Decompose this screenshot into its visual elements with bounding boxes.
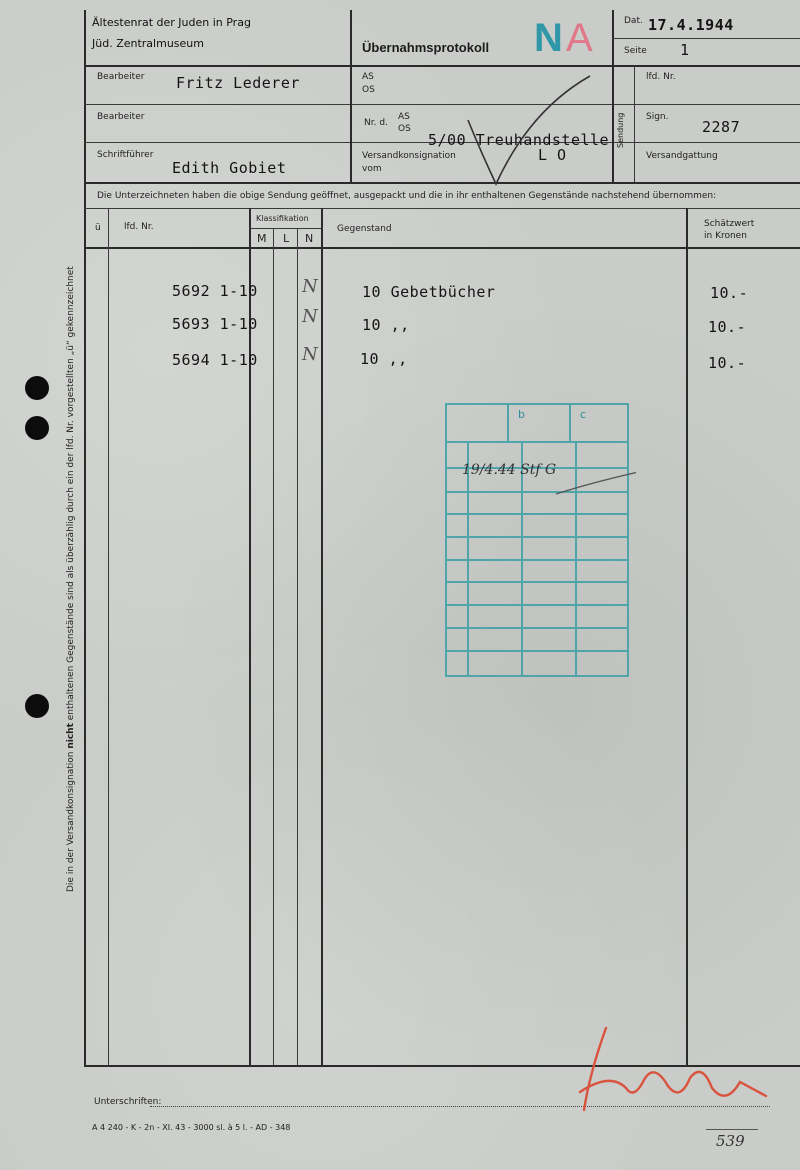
statement-bottom-line bbox=[84, 208, 800, 209]
row-gegenstand: 10 Gebetbücher bbox=[362, 283, 496, 301]
seite-value: 1 bbox=[680, 41, 690, 59]
as-label: AS bbox=[362, 72, 374, 82]
col-klassifikation-header: Klassifikation bbox=[256, 214, 309, 223]
row-wert: 10.- bbox=[710, 284, 749, 302]
side-note: Die in der Versandkonsignation nicht enthaltenen Gegenstände sind als überzählig durch ein der lfd. Nr. vorgestellten „ü“ gekennzeichnet bbox=[66, 266, 76, 892]
row-gegenstand: 10 ,, bbox=[362, 316, 410, 334]
sign-label: Sign. bbox=[646, 112, 669, 122]
col-wert-header-2: in Kronen bbox=[704, 231, 747, 241]
klass-sub-line bbox=[249, 228, 321, 229]
schriftfuehrer-label: Schriftführer bbox=[97, 150, 154, 160]
col-l-divider bbox=[297, 228, 298, 1065]
os-label: OS bbox=[362, 85, 375, 95]
header-divider-2 bbox=[612, 10, 614, 182]
org-line-1: Ältestenrat der Juden in Prag bbox=[92, 16, 251, 29]
stamp-letter-a: A bbox=[566, 16, 593, 60]
col-lfd-header: lfd. Nr. bbox=[124, 222, 154, 232]
col-m-divider bbox=[273, 228, 274, 1065]
col-l-header: L bbox=[283, 232, 290, 245]
row-lfd-nr: 5692 1-10 bbox=[172, 282, 258, 300]
sign-value: 2287 bbox=[702, 118, 741, 136]
bearbeiter-1-value: Fritz Lederer bbox=[176, 74, 300, 92]
punch-hole-3 bbox=[25, 694, 49, 718]
col-wert-header-1: Schätzwert bbox=[704, 219, 755, 229]
row-wert: 10.- bbox=[708, 318, 747, 336]
row-classification-mark: N bbox=[302, 344, 318, 365]
seite-label: Seite bbox=[624, 46, 647, 56]
col-lfd-divider bbox=[249, 208, 251, 1065]
versandgattung-label: Versandgattung bbox=[646, 151, 718, 161]
table-header-bottom-line bbox=[84, 247, 800, 249]
stamp-col-c: c bbox=[580, 408, 587, 421]
stamp-letter-n: N bbox=[534, 16, 563, 60]
unterschriften-label: Unterschriften: bbox=[94, 1097, 162, 1107]
dat-value: 17.4.1944 bbox=[648, 16, 734, 34]
row-classification-mark: N bbox=[302, 276, 318, 297]
sendung-label: Sendung bbox=[616, 112, 625, 148]
row-gegenstand: 10 ,, bbox=[360, 350, 408, 368]
punch-hole-1 bbox=[25, 376, 49, 400]
org-line-2: Jüd. Zentralmuseum bbox=[92, 37, 204, 50]
versandkonsignation-vom: vom bbox=[362, 164, 382, 174]
bearbeiter-2-label: Bearbeiter bbox=[97, 112, 145, 122]
col-n-header: N bbox=[305, 232, 314, 245]
nrd-os-label: OS bbox=[398, 124, 411, 134]
document-title: Übernahmsprotokoll bbox=[362, 40, 490, 55]
dat-label: Dat. bbox=[624, 16, 643, 26]
nrd-label: Nr. d. bbox=[364, 118, 388, 128]
lfd-nr-label: lfd. Nr. bbox=[646, 72, 676, 82]
sendung-divider bbox=[634, 65, 635, 182]
row-lfd-nr: 5693 1-10 bbox=[172, 315, 258, 333]
stamp-col-b: b bbox=[518, 408, 525, 421]
row-wert: 10.- bbox=[708, 354, 747, 372]
bearbeiter-1-label: Bearbeiter bbox=[97, 72, 145, 82]
row-classification-mark: N bbox=[302, 306, 318, 327]
col-n-divider bbox=[321, 208, 323, 1065]
fields-row1-line bbox=[84, 104, 800, 105]
header-bottom-line bbox=[84, 65, 800, 67]
col-u-divider bbox=[108, 208, 109, 1065]
row-lfd-nr: 5694 1-10 bbox=[172, 351, 258, 369]
punch-hole-2 bbox=[25, 416, 49, 440]
versandkonsignation-label: Versandkonsignation bbox=[362, 151, 456, 161]
nrd-as-label: AS bbox=[398, 112, 410, 122]
page-number-underline bbox=[706, 1129, 758, 1130]
page-number: 539 bbox=[716, 1132, 745, 1150]
inventory-stamp-grid bbox=[436, 398, 636, 688]
statement-text: Die Unterzeichneten haben die obige Sendung geöffnet, ausgepackt und die in ihr enthaltenen Gegenstände nachstehend übernommen: bbox=[97, 191, 717, 201]
versandkonsignation-value: L O bbox=[538, 146, 567, 164]
nrd-value: 5/00 Treuhandstelle bbox=[428, 131, 610, 149]
col-u-header: ü bbox=[95, 223, 101, 233]
col-gegenstand-header: Gegenstand bbox=[337, 224, 392, 234]
print-code: A 4 240 - K - 2n - XI. 43 - 3000 sl. à 5 l. - AD - 348 bbox=[92, 1123, 291, 1132]
fields-bottom-line bbox=[84, 182, 800, 184]
red-signature bbox=[570, 1022, 770, 1112]
schriftfuehrer-value: Edith Gobiet bbox=[172, 159, 287, 177]
check-mark-stroke bbox=[460, 70, 600, 190]
header-divider-1 bbox=[350, 10, 352, 182]
left-frame-line bbox=[84, 10, 86, 1065]
dat-seite-divider bbox=[612, 38, 800, 39]
col-m-header: M bbox=[257, 232, 267, 245]
stamp-handwriting: 19/4.44 Stf G bbox=[462, 462, 557, 478]
col-wert-divider bbox=[686, 208, 688, 1065]
